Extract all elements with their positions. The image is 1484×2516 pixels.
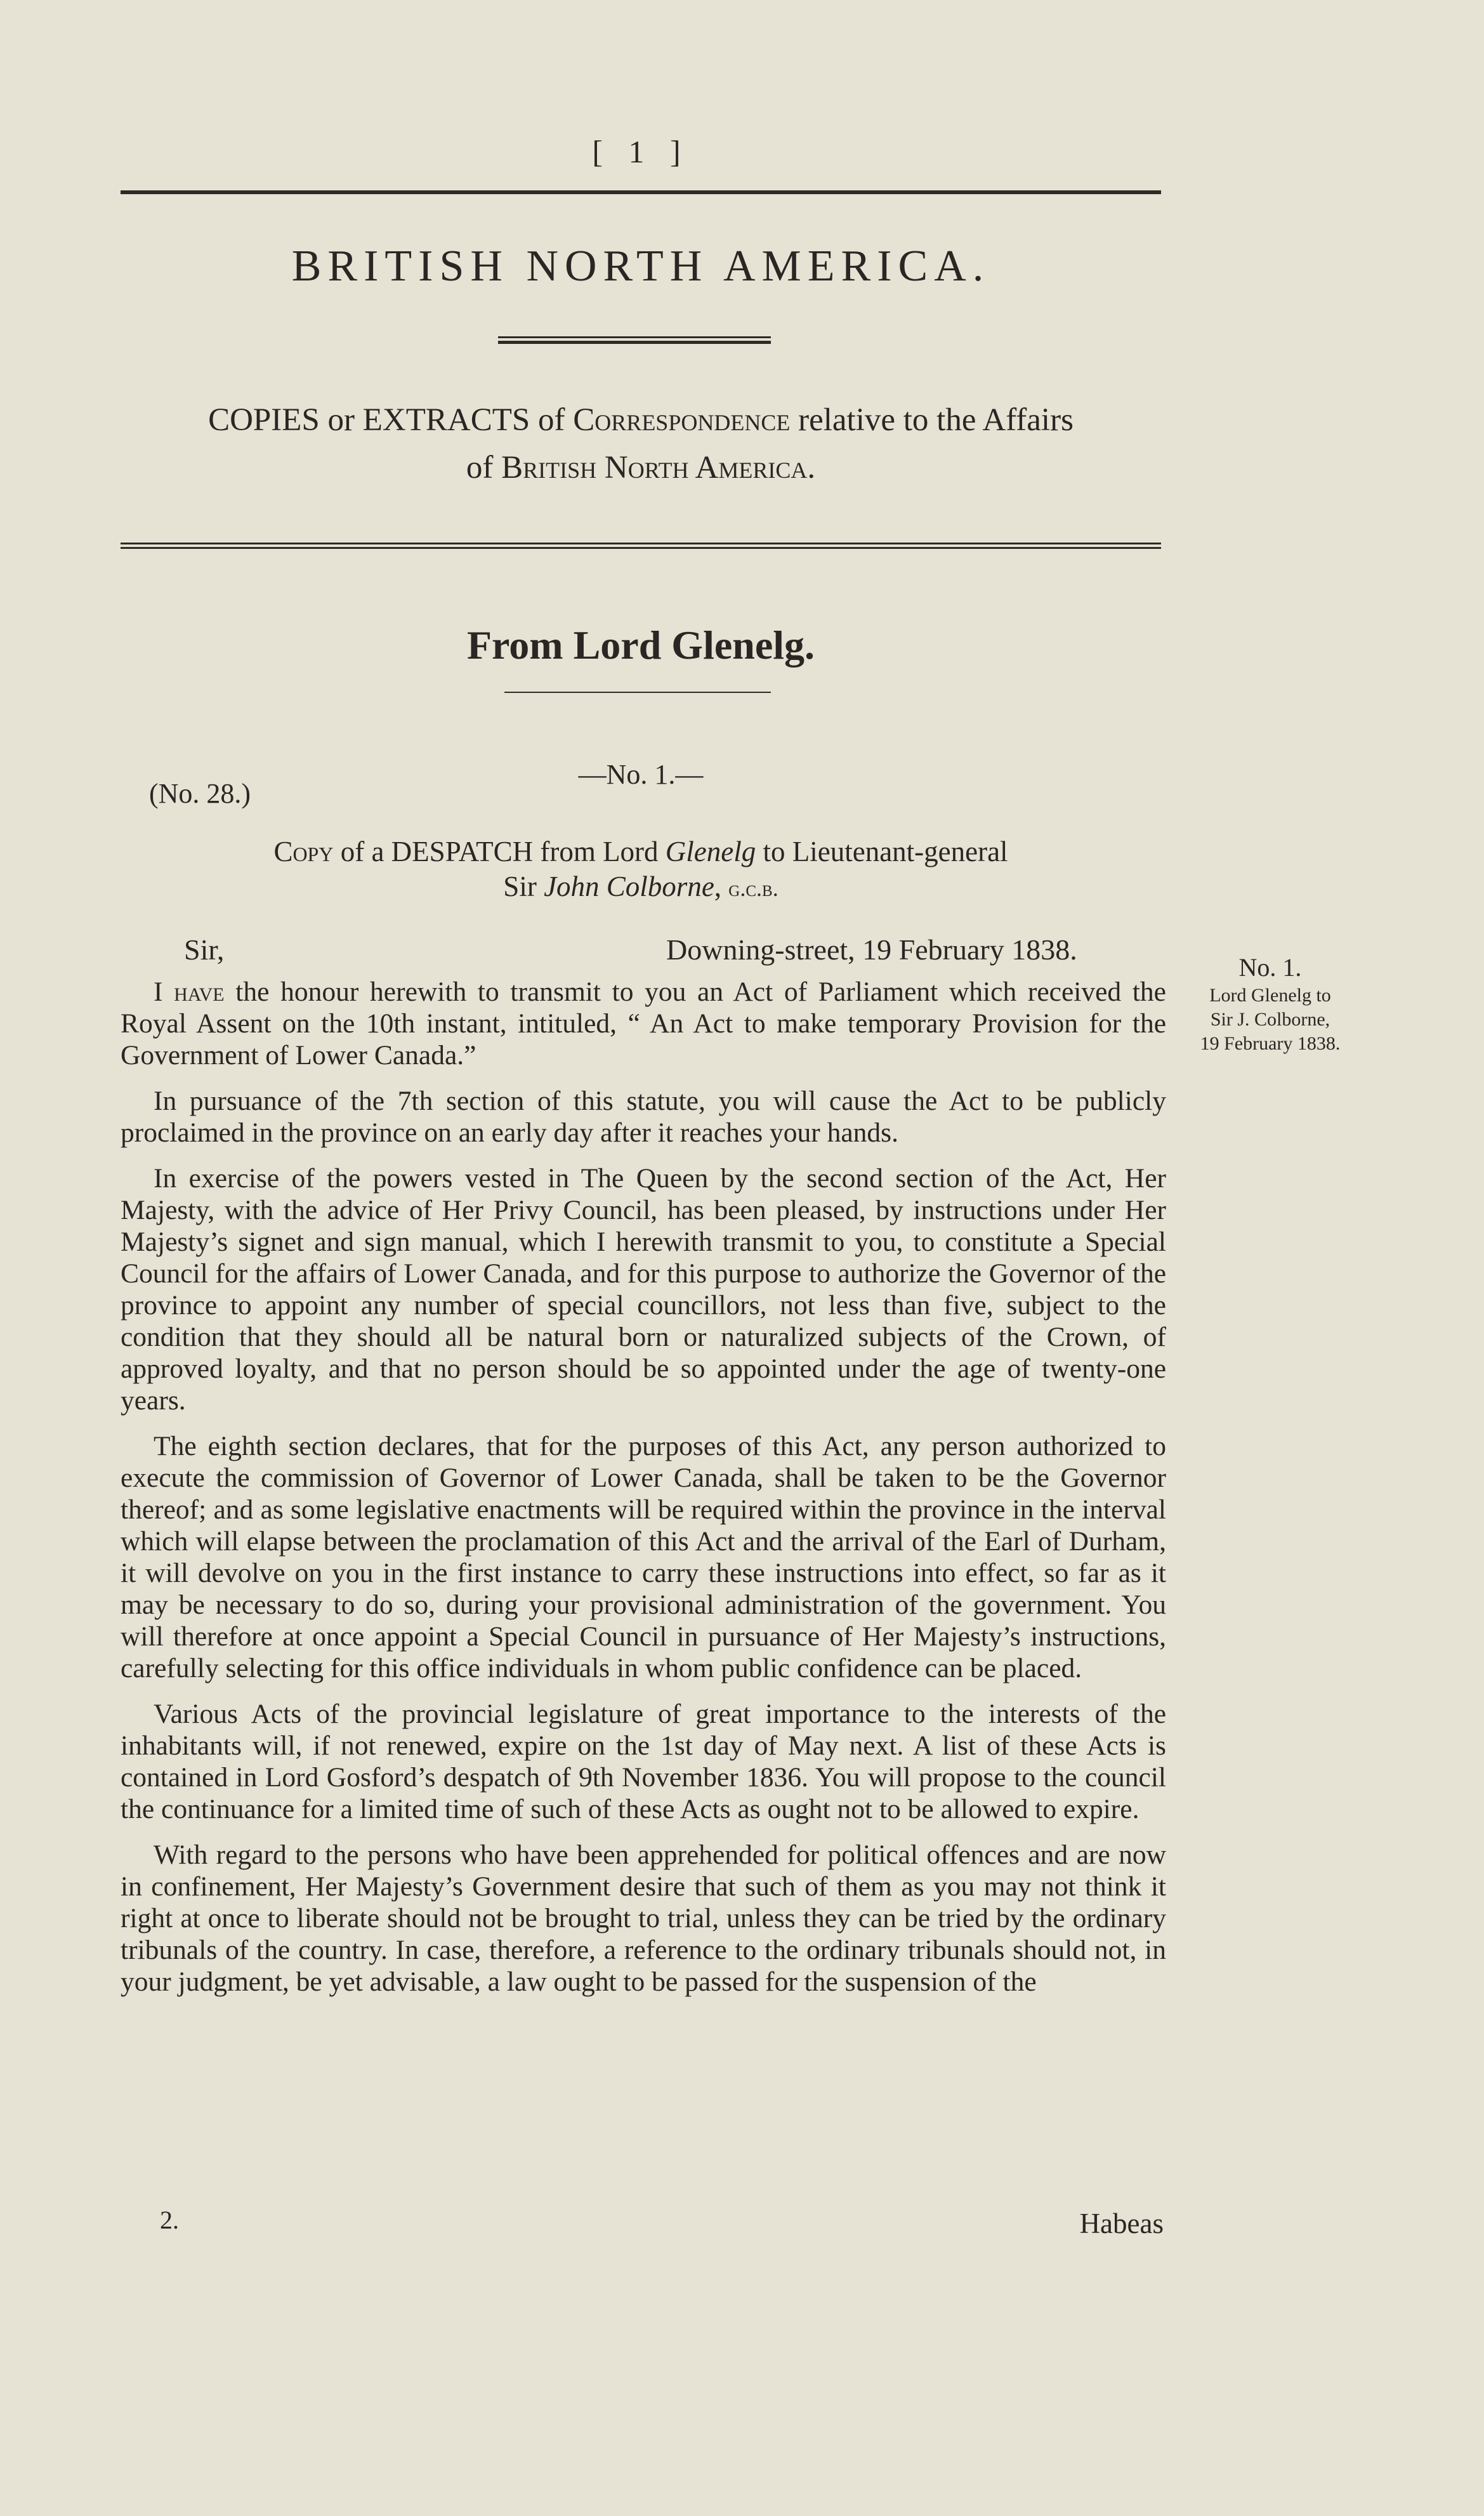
salutation: Sir,	[184, 933, 225, 966]
margin-note	[1175, 952, 1365, 1056]
subtitle-correspondence: Correspondence	[573, 402, 791, 438]
paragraph-1: I have the honour herewith to transmit to you an Act of Parliament which received the Royal Assent on the 10th instant, intituled, “ An Act to make temporary Provision for the Government of Lower Canada.”	[121, 977, 1166, 1070]
paragraph-4: The eighth section declares, that for the purposes of this Act, any person authorized to execute the commission of Governor of Lower Canada, shall be taken to be the Governor thereof; and as some legislative enactments will be required within the province in the interval which will elapse between the proclamation of this Act and the arrival of the Earl of Durham, it will devolve on you in the first instance to carry these instructions into effect, so far as it may be necessary to do so, during your provisional administration of the government. You will therefore at once appoint a Special Council in pursuance of Her Majesty’s instructions, carefully selecting for this office individuals in whom public confidence can be placed.	[121, 1431, 1166, 1683]
opening-words: have	[174, 977, 225, 1007]
from-heading: From Lord Glenelg.	[466, 622, 815, 668]
subtitle-copies: COPIES	[208, 402, 320, 438]
margin-note-line-2: Sir J. Colborne,	[1210, 1009, 1330, 1030]
document-heading: BRITISH NORTH AMERICA.	[291, 242, 990, 291]
subtitle-british-north-america: British North America.	[501, 450, 816, 485]
despatch-title-line-1: Copy of a DESPATCH from Lord Glenelg to Lieutenant-general	[273, 836, 1008, 867]
subtitle-line-1: COPIES or EXTRACTS of Correspondence relative to the Affairs	[208, 402, 1074, 438]
despatch-title-line-2: Sir John Colborne, g.c.b.	[503, 871, 778, 902]
margin-note-line-3: 19 February 1838.	[1200, 1033, 1341, 1054]
document-number-label: —No. 1.—	[578, 759, 704, 790]
page-number: [ 1 ]	[592, 134, 690, 169]
subtitle-line-2: of British North America.	[466, 450, 816, 485]
margin-note-line-1: Lord Glenelg to	[1209, 985, 1331, 1006]
catchword: Habeas	[1079, 2208, 1164, 2239]
subtitle-extracts: EXTRACTS	[362, 402, 530, 438]
despatch-title	[121, 834, 1161, 906]
place-and-date: Downing-street, 19 February 1838.	[666, 933, 1077, 966]
heading-divider	[498, 336, 771, 344]
paragraph-6: With regard to the persons who have been apprehended for political offences and are now in confinement, Her Majesty’s Government desire that such of them as you may not think it right at once to liberate should not be brought to trial, unless they can be tried by the ordinary tribunals of the country. In case, therefore, a reference to the ordinary tribunals should not, in your judgment, be yet advisable, a law ought to be passed for the suspension of the	[121, 1840, 1166, 1997]
signature-mark: 2.	[160, 2206, 179, 2234]
paragraph-5: Various Acts of the provincial legislature of great importance to the interests of the inhabitants will, if not renewed, expire on the 1st day of May next. A list of these Acts is contained in Lord Gosford’s despatch of 9th November 1836. You will propose to the council the continuance for a limited time of such of these Acts as ought not to be allowed to expire.	[121, 1699, 1166, 1824]
document-subtitle	[121, 397, 1161, 492]
from-heading-rule	[504, 692, 771, 693]
top-rule	[121, 190, 1161, 194]
margin-note-title: No. 1.	[1238, 953, 1302, 982]
paragraph-2: In pursuance of the 7th section of this statute, you will cause the Act to be publicly proclaimed in the province on an early day after it reaches your hands.	[121, 1086, 1166, 1148]
paragraph-3: In exercise of the powers vested in The Queen by the second section of the Act, Her Majesty, with the advice of Her Privy Council, has been pleased, by instructions under Her Majesty’s signet and sign manual, which I herewith transmit to you, to constitute a Special Council for the affairs of Lower Canada, and for this purpose to authorize the Governor of the province to appoint any number of special councillors, not less than five, subject to the condition that they should all be natural born or naturalized subjects of the Crown, of approved loyalty, and that no person should be so appointed under the age of twenty-one years.	[121, 1163, 1166, 1416]
despatch-number: (No. 28.)	[149, 778, 251, 809]
letter-body	[121, 976, 1166, 2012]
section-divider	[121, 543, 1161, 549]
